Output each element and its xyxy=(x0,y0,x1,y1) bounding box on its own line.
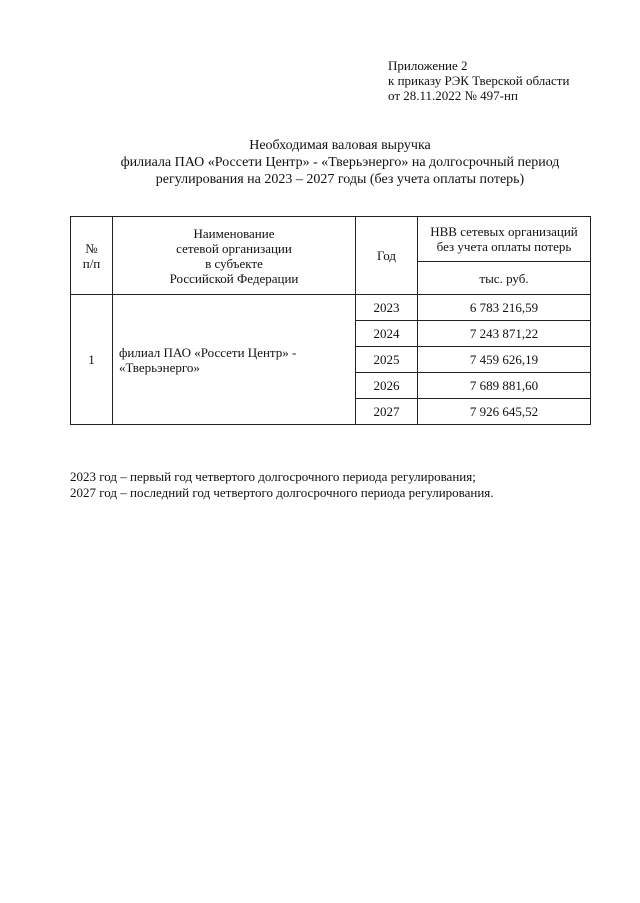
appendix-line-3: от 28.11.2022 № 497-нп xyxy=(388,88,518,103)
footnote-line-2: 2027 год – последний год четвертого долгосрочного периода регулирования. xyxy=(70,485,494,500)
value-cell: 7 689 881,60 xyxy=(418,373,591,399)
header-name-line-3: в субъекте xyxy=(205,255,263,271)
title-line-3: регулирования на 2023 – 2027 годы (без учета оплаты потерь) xyxy=(155,172,525,187)
header-organization-name xyxy=(113,217,356,295)
year-cell: 2026 xyxy=(356,373,418,399)
year-cell: 2025 xyxy=(356,347,418,373)
header-number-line-2: п/п xyxy=(82,255,101,271)
header-number-line-1: № xyxy=(85,240,98,256)
organization-line-1: филиал ПАО «Россети Центр» - xyxy=(119,344,297,360)
appendix-line-2: к приказу РЭК Тверской области xyxy=(388,73,570,88)
value-cell: 6 783 216,59 xyxy=(418,295,591,321)
year-cell: 2027 xyxy=(356,399,418,425)
header-name-line-2: сетевой организации xyxy=(176,240,292,256)
table-row xyxy=(71,295,591,321)
title-line-2: филиала ПАО «Россети Центр» - «Тверьэнерго» на долгосрочный период xyxy=(120,155,560,170)
header-name-line-1: Наименование xyxy=(193,225,275,241)
nvv-table xyxy=(70,216,591,425)
header-name-line-4: Российской Федерации xyxy=(169,270,299,286)
value-cell: 7 926 645,52 xyxy=(418,399,591,425)
row-organization xyxy=(113,295,356,425)
footnote-line-1: 2023 год – первый год четвертого долгосрочного периода регулирования; xyxy=(70,469,476,484)
year-cell: 2023 xyxy=(356,295,418,321)
year-cell: 2024 xyxy=(356,321,418,347)
document-title xyxy=(60,137,620,188)
footnotes xyxy=(70,469,494,501)
row-number: 1 xyxy=(71,295,113,425)
title-line-1: Необходимая валовая выручка xyxy=(249,138,431,153)
header-nvv-line-1: НВВ сетевых организаций xyxy=(430,224,578,239)
table-header-row xyxy=(71,217,591,262)
header-unit: тыс. руб. xyxy=(418,262,591,295)
header-nvv xyxy=(418,217,591,262)
header-year: Год xyxy=(356,217,418,295)
appendix-line-1: Приложение 2 xyxy=(388,58,468,73)
value-cell: 7 459 626,19 xyxy=(418,347,591,373)
header-number xyxy=(71,217,113,295)
value-cell: 7 243 871,22 xyxy=(418,321,591,347)
organization-line-2: «Тверьэнерго» xyxy=(119,359,200,375)
header-nvv-line-2: без учета оплаты потерь xyxy=(436,239,572,254)
appendix-reference xyxy=(388,58,569,103)
